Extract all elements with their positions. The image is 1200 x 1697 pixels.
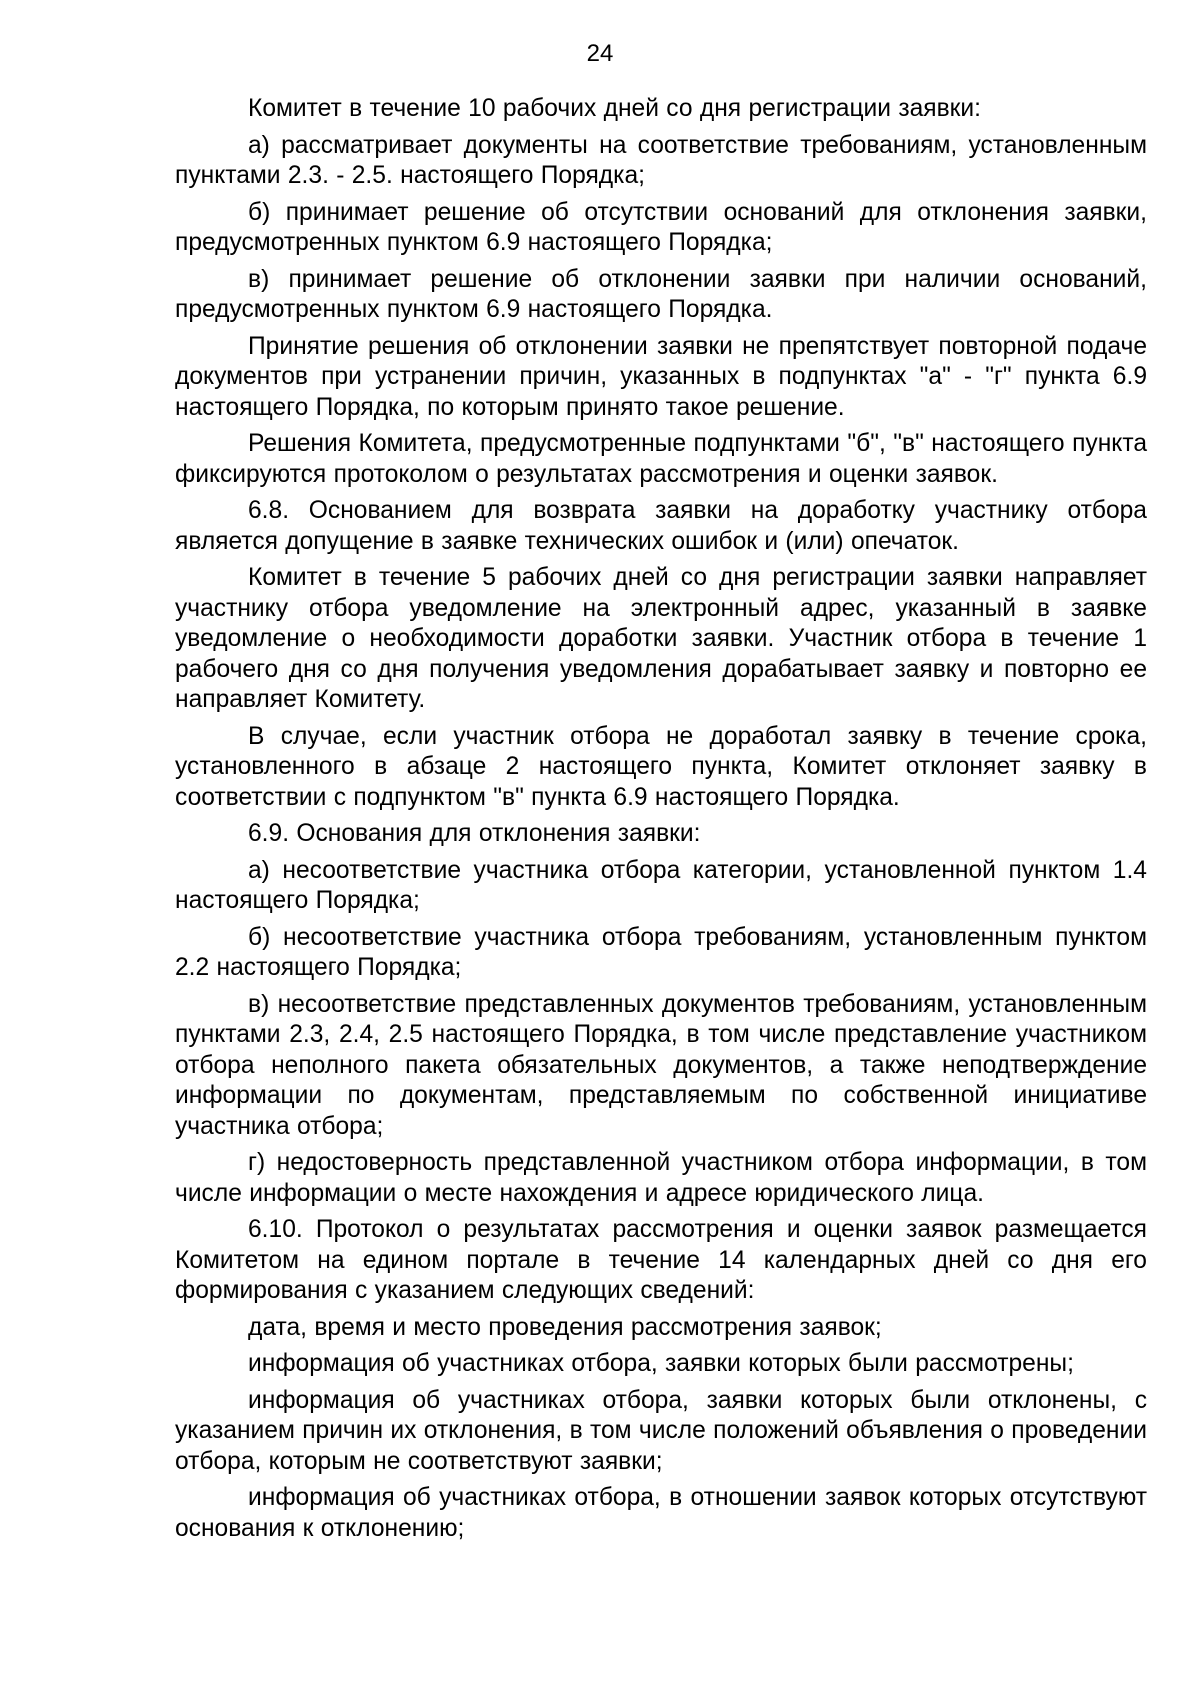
paragraph: б) несоответствие участника отбора требованиям, установленным пунктом 2.2 настоящего Порядка;: [175, 923, 1147, 981]
paragraph: Решения Комитета, предусмотренные подпунктами "б", "в" настоящего пункта фиксируются протоколом о результатах рассмотрения и оценки заявок.: [175, 430, 1147, 488]
paragraph: 6.8. Основанием для возврата заявки на доработку участнику отбора является допущение в заявке технических ошибок и (или) опечаток.: [175, 497, 1147, 555]
paragraph: в) принимает решение об отклонении заявки при наличии оснований, предусмотренных пунктом 6.9 настоящего Порядка.: [175, 265, 1147, 323]
document-body: [175, 94, 1147, 1550]
paragraph: Комитет в течение 10 рабочих дней со дня регистрации заявки:: [248, 95, 982, 122]
page-number: 24: [586, 40, 614, 67]
paragraph: В случае, если участник отбора не доработал заявку в течение срока, установленного в абзаце 2 настоящего пункта, Комитет отклоняет заявку в соответствии с подпунктом "в" пункта 6.9 настоящего Порядка.: [175, 722, 1147, 811]
paragraph: г) недостоверность представленной участником отбора информации, в том числе информации о месте нахождения и адресе юридического лица.: [175, 1149, 1147, 1207]
paragraph: Комитет в течение 5 рабочих дней со дня регистрации заявки направляет участнику отбора уведомление на электронный адрес, указанный в заявке уведомление о необходимости доработки заявки. Участник отбора в течение 1 рабочего дня со дня получения уведомления дорабатывает заявку и повторно ее направляет Комитету.: [175, 564, 1147, 713]
paragraph: дата, время и место проведения рассмотрения заявок;: [248, 1313, 882, 1341]
paragraph: информация об участниках отбора, заявки которых были рассмотрены;: [248, 1350, 1074, 1377]
paragraph: б) принимает решение об отсутствии оснований для отклонения заявки, предусмотренных пунктом 6.9 настоящего Порядка;: [175, 198, 1147, 256]
paragraph: информация об участниках отбора, заявки которых были отклонены, с указанием причин их отклонения, в том числе положений объявления о проведении отбора, которым не соответствуют заявки;: [175, 1386, 1147, 1475]
paragraph: 6.10. Протокол о результатах рассмотрения и оценки заявок размещается Комитетом на едином портале в течение 14 календарных дней со дня его формирования с указанием следующих сведений:: [175, 1216, 1147, 1304]
paragraph: а) рассматривает документы на соответствие требованиям, установленным пунктами 2.3. - 2.5. настоящего Порядка;: [175, 131, 1147, 189]
paragraph: в) несоответствие представленных документов требованиям, установленным пунктами 2.3, 2.4, 2.5 настоящего Порядка, в том числе представление участником отбора неполного пакета обязательных документов, а также неподтверждение информации по документам, представляемым по собственной инициативе участника отбора;: [175, 990, 1147, 1140]
paragraph: 6.9. Основания для отклонения заявки:: [248, 820, 701, 847]
paragraph: Принятие решения об отклонении заявки не препятствует повторной подаче документов при устранении причин, указанных в подпунктах "а" - "г" пункта 6.9 настоящего Порядка, по которым принято такое решение.: [175, 332, 1147, 421]
paragraph: а) несоответствие участника отбора категории, установленной пунктом 1.4 настоящего Порядка;: [175, 856, 1147, 914]
paragraph: информация об участниках отбора, в отношении заявок которых отсутствуют основания к отклонению;: [175, 1484, 1147, 1542]
